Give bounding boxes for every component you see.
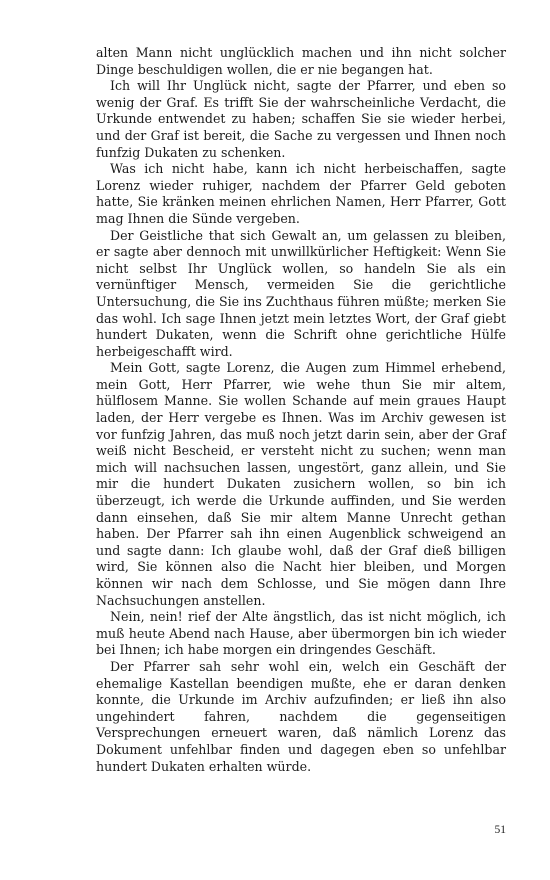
page-number: 51 — [494, 824, 506, 836]
paragraph-5: Mein Gott, sagte Lorenz, die Augen zum Himmel erhebend, mein Gott, Herr Pfarrer, wie wehe thun Sie mir altem, hülflosem Manne. Sie wollen Schande auf mein graues Haupt laden, der Herr vergebe es Ihnen. Was im Archiv gewesen ist vor funfzig Jahren, das muß noch jetzt darin sein, aber der Graf weiß nicht Bescheid, er versteht nicht zu suchen; wenn man mich will nachsuchen lassen, ungestört, ganz allein, und Sie mir die hundert Dukaten zusichern wollen, so bin ich überzeugt, ich werde die Urkunde auffinden, und Sie werden dann einsehen, daß Sie mir altem Manne Unrecht gethan haben. Der Pfarrer sah ihn einen Augenblick schweigend an und sagte dann: Ich glaube wohl, daß der Graf dieß billigen wird, Sie können also die Nacht hier bleiben, und Morgen können wir nach dem Schlosse, und Sie mögen dann Ihre Nachsuchungen anstellen. — [96, 360, 506, 608]
paragraph-7: Der Pfarrer sah sehr wohl ein, welch ein Geschäft der ehemalige Kastellan beendigen mußte, ehe er daran denken konnte, die Urkunde im Archiv aufzufinden; er ließ ihn also ungehindert fahren, nachdem die gegenseitigen Versprechungen erneuert waren, daß nämlich Lorenz das Dokument unfehlbar finden und dagegen eben so unfehlbar hundert Dukaten erhalten würde. — [96, 658, 506, 774]
paragraph-4: Der Geistliche that sich Gewalt an, um gelassen zu bleiben, er sagte aber dennoch mit unwillkürlicher Heftigkeit: Wenn Sie nicht selbst Ihr Unglück wollen, so handeln Sie als ein vernünftiger Mensch, vermeiden Sie die gerichtliche Untersuchung, die Sie ins Zuchthaus führen müßte; merken Sie das wohl. Ich sage Ihnen jetzt mein letztes Wort, der Graf giebt hundert Dukaten, wenn die Schrift ohne gerichtliche Hülfe herbeigeschafft wird. — [96, 227, 506, 359]
paragraph-3: Was ich nicht habe, kann ich nicht herbeischaffen, sagte Lorenz wieder ruhiger, nachdem der Pfarrer Geld geboten hatte, Sie kränken meinen ehrlichen Namen, Herr Pfarrer, Gott mag Ihnen die Sünde vergeben. — [96, 161, 506, 226]
paragraph-6: Nein, nein! rief der Alte ängstlich, das ist nicht möglich, ich muß heute Abend nach Hause, aber übermorgen bin ich wieder bei Ihnen; ich habe morgen ein dringendes Geschäft. — [96, 609, 506, 658]
body-text — [96, 45, 506, 775]
paragraph-2: Ich will Ihr Unglück nicht, sagte der Pfarrer, und eben so wenig der Graf. Es trifft Sie der wahrscheinliche Verdacht, die Urkunde entwendet zu haben; schaffen Sie sie wieder herbei, und der Graf ist bereit, die Sache zu vergessen und Ihnen noch funfzig Dukaten zu schenken. — [96, 78, 506, 160]
paragraph-1: alten Mann nicht unglücklich machen und ihn nicht solcher Dinge beschuldigen wollen, die er nie begangen hat. — [96, 45, 506, 77]
